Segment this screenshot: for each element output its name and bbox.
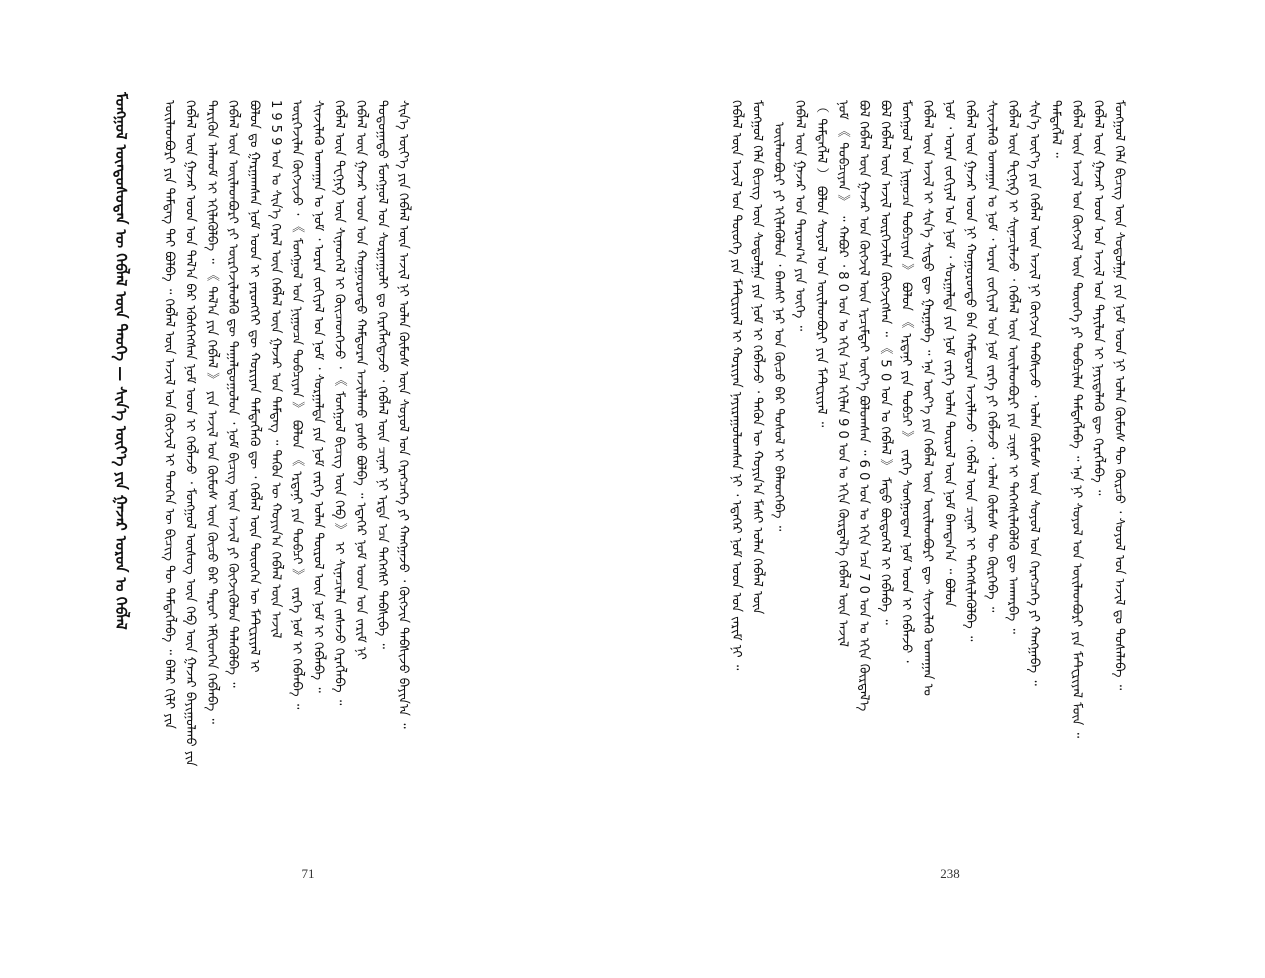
text-line: ᠪᠣᠯ ᠬᠡᠪᠯᠡᠯ ᠦᠨ ᠠᠵᠢᠯ ᠦᠷᠭᠡᠵᠢᠯᠡᠨ ᠬᠥᠭᠵᠢᠭᠰᠡᠨ ᠃ 《 5 0 ᠣᠨ ᠤ ᠬᠡᠪᠯᠡᠯ 》 ᠮᠡᠲᠦ ᠪᠦᠲᠦᠭᠡᠯ ᠢ ᠬᠡᠪᠯᠡᠪᠡ ᠃: [877, 100, 893, 625]
text-line: ᠮᠣᠩᠭᠣᠯ ᠬᠡᠯᠡ ᠪᠢᠴᠢᠭ ᠦᠨ ᠰᠤᠳᠤᠯᠭᠠ ᠶᠢᠨ ᠨᠣᠮ ᠢ ᠬᠡᠪᠯᠡᠵᠦ ᠂ ᠲᠡᠭᠦᠨ ᠦ ᠬᠣᠶᠢᠨ᠎ᠠ ᠮᠠᠰᠢ ᠣᠯᠠᠨ ᠬᠡᠪᠯᠡᠯ ᠦᠨ: [749, 100, 765, 615]
text-line: ᠨᠣᠮ 《 ᠲᠣᠪᠴᠢᠶᠠᠨ 》 ᠃ ᠬᠠᠪᠤᠷ ᠂ 8 0 ᠣᠨ ᠤ ᠡᠬᠢᠨ ᠡᠴᠡ ᠡᠬᠢᠯᠡᠨ 9 0 ᠣᠨ ᠤ ᠡᠬᠢᠨ ᠬᠦᠷᠲᠡᠯ᠎ᠡ ᠬᠡᠪᠯᠡᠯ ᠦᠨ ᠠᠵᠢᠯ: [834, 100, 850, 648]
text-line: ᠪᠣᠯ ᠬᠡᠪᠯᠡᠯ ᠦᠨ ᠭᠠᠵᠠᠷ ᠤᠨ ᠬᠥᠭᠵᠢᠯ ᠦᠨ ᠡᠷᠴᠢᠮᠲᠡᠢ ᠦᠶ᠎ᠡ ᠪᠣᠯᠤᠭᠰᠠᠨ ᠃ 6 0 ᠣᠨ ᠤ ᠡᠬᠢᠨ ᠡᠴᠡ 7 0 ᠣᠨ ᠤ ᠡᠬᠢᠨ ᠬᠦᠷᠲᠡᠯ᠎ᠡ: [856, 100, 872, 712]
text-line: ᠬᠡᠪᠯᠡᠯ ᠦᠨ ᠭᠠᠵᠠᠷ ᠤᠨ ᠳᠠᠷᠤᠭ᠎ᠠ ᠶᠢᠨ ᠦᠭᠡ ᠃: [792, 100, 808, 331]
page-number: 71: [301, 866, 315, 881]
right-body-text: [725, 100, 1167, 855]
text-line: ᠬᠡᠪᠯᠡᠯ ᠦᠨ ᠭᠠᠵᠠᠷ ᠤᠳ ᠤᠨ ᠬᠣᠭᠣᠷᠣᠨᠳᠤ ᠬᠠᠮᠲᠤᠷᠠᠨ ᠠᠵᠢᠯᠯᠠᠬᠤ ᠶᠣᠰᠣ ᠪᠣᠯᠪᠠ ᠃ ᠡᠳᠡᠭᠡᠷ ᠨᠣᠮ ᠤᠳ ᠤᠨ ᠵᠠᠷᠢᠮ ᠨᠢ: [352, 100, 368, 660]
text-line: ᠬᠡᠪᠯᠡᠯ ᠦᠨ ᠦᠢᠯᠡᠳᠪᠦᠷᠢ ᠶᠢ ᠦᠷᠭᠡᠵᠢᠯᠡᠦᠯᠬᠦ ᠳᠦ ᠳᠠᠭᠠᠯᠳᠤᠭᠤᠯᠤᠨ ᠂ ᠨᠣᠮ ᠪᠢᠴᠢᠭ ᠦᠨ ᠠᠵᠢᠯ ᠶᠢ ᠬᠥᠭᠵᠢᠭᠦᠯᠦᠨ ᠲᠡᠯᠡᠭᠦᠯᠪᠡ ᠃: [225, 100, 241, 688]
text-line: ᠦᠢᠯᠡᠳᠪᠦᠷᠢ ᠶᠢ ᠡᠬᠢᠯᠡᠭᠦᠯᠦᠨ ᠂ ᠪᠠᠭᠰᠢ ᠨᠠᠷ ᠤᠨ ᠬᠦᠴᠦ ᠪᠡᠷ ᠲᠣᠰᠣᠯ ᠢ ᠪᠡᠯᠡᠳᠬᠡᠪᠡ ᠃: [770, 122, 786, 532]
text-line: ᠲᠡᠮᠳᠡᠭᠯᠡᠯ ᠃: [1047, 100, 1063, 158]
text-line: ᠬᠡᠪᠯᠡᠯ ᠦᠨ ᠠᠵᠢᠯ ᠤᠨ ᠬᠥᠭᠵᠢᠯ ᠦᠨ ᠲᠦᠦᠬᠡ ᠶᠢ ᠲᠣᠪᠴᠢᠯᠠᠨ ᠲᠡᠮᠳᠡᠭᠯᠡᠪᠡ ᠃ ᠡᠨᠡ ᠨᠢ ᠰᠣᠶᠣᠯ ᠤᠨ ᠦᠢᠯᠡᠳᠪᠦᠷᠢ ᠶᠢᠨ ᠮᠠᠲᠧᠷᠢᠶᠠᠯ ᠮᠥᠨ ᠃: [1069, 100, 1085, 738]
text-line: ᠬᠡᠪᠯᠡᠯ ᠦᠨ ᠭᠠᠵᠠᠷ ᠤᠳ ᠤᠨ ᠲᠠᠯ᠎ᠠ ᠪᠡᠷ ᠡᠭᠦᠰᠬᠡᠭᠰᠡᠨ ᠨᠣᠮ ᠤᠳ ᠢ ᠬᠡᠪᠯᠡᠵᠦ ᠂ ᠮᠣᠩᠭᠣᠯ ᠦᠰᠦᠭ ᠦᠨ ᠬᠡᠪ ᠦᠨ ᠭᠠᠵᠠᠷ ᠪᠠᠶᠢᠭᠤᠯᠬᠤ ᠶᠢᠨ: [182, 100, 198, 767]
text-line: ᠬᠡᠪᠯᠡᠯ ᠦᠨ ᠲᠧᠬᠨᠢᠺ ᠢ ᠰᠢᠨᠡᠴᠢᠯᠡᠵᠦ ᠂ ᠬᠡᠪᠯᠡᠯ ᠦᠨ ᠦᠢᠯᠡᠳᠪᠦᠷᠢ ᠶᠢᠨ ᠴᠢᠨᠠᠷ ᠢ ᠳᠡᠭᠡᠭᠰᠢᠯᠡᠭᠦᠯᠬᠦ ᠳᠦ ᠠᠨᠬᠠᠷᠪᠠ ᠃: [1005, 100, 1021, 634]
text-line: ᠮᠣᠩᠭᠣᠯ ᠬᠡᠯᠡ ᠪᠢᠴᠢᠭ ᠦᠨ ᠰᠤᠳᠤᠯᠭᠠ ᠶᠢᠨ ᠨᠣᠮ ᠤᠳ ᠨᠢ ᠣᠯᠠᠨ ᠬᠦᠮᠦᠰ ᠲᠦ ᠬᠦᠷᠴᠦ ᠂ ᠰᠣᠶᠣᠯ ᠤᠨ ᠠᠵᠢᠯ ᠳᠤ ᠲᠤᠰᠠᠯᠠᠪᠠ ᠃: [1111, 100, 1127, 691]
text-line: ᠬᠡᠪᠯᠡᠯ ᠦᠨ ᠲᠧᠬᠨᠢᠺ ᠦᠨ ᠰᠢᠨᠡᠳᠭᠡᠯ ᠢ ᠭᠦᠢᠴᠡᠳᠬᠡᠵᠦ ᠂ 《 ᠮᠣᠩᠭᠣᠯ ᠪᠢᠴᠢᠭ ᠦᠨ ᠬᠡᠪ 》 ᠢ ᠰᠢᠨᠡᠴᠢᠯᠡᠨ ᠵᠠᠰᠠᠵᠤ ᠬᠡᠷᠡᠭᠯᠡᠪᠡ ᠃: [331, 100, 347, 706]
left-body-text: [158, 100, 558, 855]
right-page: [632, 0, 1265, 978]
text-line: 1 9 5 9 ᠣᠨ ᠤ ᠰᠢᠨ᠎ᠡ ᠭᠡᠷᠡᠯ ᠦᠨ ᠬᠡᠪᠯᠡᠯ ᠦᠨ ᠭᠠᠵᠠᠷ ᠤᠨ ᠲᠡᠮᠳᠡᠭ ᠃ ᠲᠡᠭᠦᠨ ᠦ ᠬᠣᠶᠢᠨ᠎ᠠ ᠬᠡᠪᠯᠡᠯ ᠦᠨ ᠠᠵᠢᠯ: [267, 100, 283, 639]
text-line: ᠨᠣᠮ ᠂ ᠤᠷᠠᠨ ᠵᠣᠬᠢᠶᠠᠯ ᠤᠨ ᠨᠣᠮ ᠂ ᠰᠤᠷᠭᠠᠯᠲᠠ ᠶᠢᠨ ᠨᠣᠮ ᠵᠡᠷᠭᠡ ᠣᠯᠠᠨ ᠲᠦᠷᠦᠯ ᠦᠨ ᠨᠣᠮ ᠪᠠᠭᠲᠠᠨ᠎ᠠ ᠃ ᠪᠣᠯᠣᠨ: [941, 100, 957, 608]
text-line: ᠰᠢᠨ᠎ᠡ ᠦᠶ᠎ᠡ ᠶᠢᠨ ᠬᠡᠪᠯᠡᠯ ᠦᠨ ᠠᠵᠢᠯ ᠨᠢ ᠬᠥᠭᠵᠢᠨ ᠳᠡᠪᠰᠢᠵᠦ ᠂ ᠣᠯᠠᠨ ᠬᠦᠮᠦᠰ ᠦᠨ ᠰᠣᠶᠣᠯ ᠤᠨ ᠬᠡᠷᠡᠭᠴᠡᠭᠡ ᠶᠢ ᠬᠠᠩᠭᠠᠪᠠ ᠃: [1026, 100, 1042, 686]
text-line: ᠰᠢᠨᠵᠢᠯᠡᠬᠦ ᠤᠬᠠᠭᠠᠨ ᠤ ᠨᠣᠮ ᠂ ᠤᠷᠠᠨ ᠵᠣᠬᠢᠶᠠᠯ ᠤᠨ ᠨᠣᠮ ᠂ ᠰᠤᠷᠭᠠᠯᠲᠠ ᠶᠢᠨ ᠨᠣᠮ ᠵᠡᠷᠭᠡ ᠤᠯᠠᠨ ᠲᠦᠷᠦᠯ ᠦᠨ ᠨᠣᠮ ᠢ ᠬᠡᠪᠯᠡᠪᠡ ᠃: [310, 100, 326, 693]
text-line: ᠰᠢᠨᠵᠢᠯᠡᠬᠦ ᠤᠬᠠᠭᠠᠨ ᠤ ᠨᠣᠮ ᠂ ᠤᠷᠠᠨ ᠵᠣᠬᠢᠶᠠᠯ ᠤᠨ ᠨᠣᠮ ᠵᠡᠷᠭᠡ ᠶᠢ ᠬᠡᠪᠯᠡᠵᠦ ᠂ ᠣᠯᠠᠨ ᠬᠦᠮᠦᠰ ᠲᠦ ᠬᠦᠷᠭᠡᠪᠡ ᠃: [983, 100, 999, 613]
text-line: ᠬᠡᠪᠯᠡᠯ ᠦᠨ ᠠᠵᠢᠯ ᠤᠨ ᠲᠦᠦᠬᠡ ᠶᠢᠨ ᠮᠠᠲᠧᠷᠢᠶᠠᠯ ᠢ ᠬᠤᠷᠢᠶᠠᠨ ᠨᠠᠶᠢᠷᠠᠭᠤᠯᠤᠭᠰᠠᠨ ᠨᠢ ᠂ ᠡᠳᠡᠭᠡᠷ ᠨᠣᠮ ᠤᠳ ᠤᠨ ᠵᠠᠷᠢᠮ ᠨᠢ ᠃: [728, 100, 744, 671]
text-line: ᠬᠡᠪᠯᠡᠯ ᠦᠨ ᠭᠠᠵᠠᠷ ᠤᠳ ᠤᠨ ᠠᠵᠢᠯ ᠤᠨ ᠲᠠᠶᠢᠯᠤᠨ ᠢ ᠨᠡᠶᠢᠲᠡᠯᠡᠬᠦ ᠳᠦ ᠬᠡᠷᠡᠭᠯᠡᠪᠡ ᠃: [1090, 100, 1106, 496]
text-line: ᠦᠷᠭᠡᠵᠢᠯᠡᠨ ᠬᠥᠭᠵᠢᠵᠦ ᠂ 《 ᠮᠣᠩᠭᠣᠯ ᠤᠨ ᠨᠢᠭᠤᠴᠠ ᠲᠣᠪᠴᠢᠶᠠᠨ 》 ᠪᠣᠯᠣᠨ 《 ᠡᠷᠳᠡᠨᠢ ᠶᠢᠨ ᠲᠣᠪᠴᠢ 》 ᠵᠡᠷᠭᠡ ᠨᠣᠮ ᠢ ᠬᠡᠪᠯᠡᠪᠡ ᠃: [289, 100, 305, 710]
page-number: 238: [940, 866, 960, 881]
text-line: ᠦᠢᠯᠡᠳᠪᠦᠷᠢ ᠶᠢᠨ ᠲᠡᠮᠳᠡᠭ ᠲᠡᠢ ᠪᠣᠯᠪᠠ ᠃ ᠬᠡᠪᠯᠡᠯ ᠦᠨ ᠠᠵᠢᠯ ᠤᠨ ᠬᠥᠭᠵᠢᠯ ᠢ ᠲᠡᠤᠬᠡᠨ ᠦ ᠪᠢᠴᠢᠭ ᠲᠦ ᠲᠡᠮᠳᠡᠭᠯᠡᠪᠡ ᠃ ᠪᠠᠯᠠᠷ ᠬᠢᠯᠢ ᠶᠢᠨ: [161, 100, 177, 729]
left-page: [0, 0, 632, 978]
text-line: ᠬᠡᠪᠯᠡᠯ ᠦᠨ ᠠᠵᠢᠯ ᠢ ᠰᠢᠨ᠎ᠡ ᠰᠢᠲᠦ ᠳᠦ ᠭᠠᠷᠭᠠᠪᠠ ᠃ ᠡᠨᠡ ᠦᠶ᠎ᠡ ᠶᠢᠨ ᠬᠡᠪᠯᠡᠯ ᠦᠨ ᠦᠢᠯᠡᠳᠪᠦᠷᠢ ᠳᠦ ᠰᠢᠨᠵᠢᠯᠡᠬᠦ ᠤᠬᠠᠭᠠᠨ ᠤ: [919, 100, 935, 696]
text-line: （ ᠲᠡᠮᠳᠡᠭᠯᠡᠯ ） ᠪᠣᠯᠣᠨ ᠰᠣᠶᠣᠯ ᠤᠨ ᠦᠢᠯᠡᠳᠪᠦᠷᠢ ᠶᠢᠨ ᠮᠠᠲᠧᠷᠢᠶᠠᠯ ᠃: [813, 100, 829, 428]
text-line: ᠲᠡᠷᠢᠭᠦᠨ ᠠᠯᠬᠤᠮ ᠢ ᠡᠬᠢᠯᠡᠭᠦᠯᠪᠡ ᠃ 《 ᠲᠠᠯ᠎ᠠ ᠶᠢᠨ ᠬᠡᠪᠯᠡᠯ 》 ᠶᠢᠨ ᠠᠵᠢᠯ ᠤᠨ ᠬᠦᠮᠦᠰ ᠦᠨ ᠬᠦᠴᠦ ᠪᠡᠷ ᠳᠠᠷᠤᠢ ᠡᠮᠬᠢᠳᠬᠡᠨ ᠬᠡᠪᠯᠡᠪᠡ ᠃: [203, 100, 219, 724]
text-line: ᠰᠢᠨ᠎ᠡ ᠦᠶ᠎ᠡ ᠶᠢᠨ ᠬᠡᠪᠯᠡᠯ ᠦᠨ ᠠᠵᠢᠯ ᠨᠢ ᠣᠯᠠᠨ ᠬᠦᠮᠦᠰ ᠦᠨ ᠰᠣᠶᠣᠯ ᠤᠨ ᠬᠡᠷᠡᠭᠴᠡᠭᠡ ᠶᠢ ᠬᠠᠩᠭᠠᠵᠤ ᠂ ᠬᠥᠭᠵᠢᠨ ᠳᠡᠪᠰᠢᠵᠦ ᠪᠠᠶᠢᠨ᠎ᠠ ᠃: [395, 100, 411, 729]
text-line: ᠬᠡᠪᠯᠡᠯ ᠦᠨ ᠭᠠᠵᠠᠷ ᠤᠳ ᠨᠢ ᠬᠣᠭᠣᠷᠣᠨᠳᠤ ᠪᠡᠨ ᠬᠠᠮᠲᠤᠷᠠᠨ ᠠᠵᠢᠯᠯᠠᠵᠤ ᠂ ᠬᠡᠪᠯᠡᠯ ᠦᠨ ᠴᠢᠨᠠᠷ ᠢ ᠳᠡᠭᠡᠭᠰᠢᠯᠡᠭᠦᠯᠪᠡ ᠃: [962, 100, 978, 642]
text-line: ᠮᠣᠩᠭᠣᠯ ᠤᠨ ᠨᠢᠭᠤᠴᠠ ᠲᠣᠪᠴᠢᠶᠠᠨ 》 ᠪᠣᠯᠣᠨ 《 ᠡᠷᠳᠡᠨᠢ ᠶᠢᠨ ᠲᠣᠪᠴᠢ 》 ᠵᠡᠷᠭᠡ ᠰᠣᠩᠭᠣᠳᠠᠭ ᠨᠣᠮ ᠤᠳ ᠢ ᠬᠡᠪᠯᠡᠵᠦ ᠂: [898, 100, 914, 663]
text-line: ᠪᠤᠯᠤᠨ ᠳᠤ ᠭᠠᠷᠭᠠᠭᠰᠠᠨ ᠨᠣᠮ ᠤᠳ ᠢ ᠶᠡᠷᠦᠩᠬᠡᠢ ᠳᠦ ᠬᠤᠷᠢᠶᠠᠨ ᠲᠡᠮᠳᠡᠭᠯᠡᠬᠦ ᠳᠦ ᠂ ᠬᠡᠪᠯᠡᠯ ᠦᠨ ᠲᠦᠦᠬᠡᠨ ᠦ ᠮᠠᠲᠧᠷᠢᠶᠠᠯ ᠢ: [246, 100, 262, 673]
text-line: ᠳᠣᠲᠣᠭᠠᠳᠤ ᠮᠣᠩᠭᠣᠯ ᠤᠨ ᠰᠤᠷᠭᠠᠭᠤᠯᠢ ᠳᠤ ᠬᠡᠷᠡᠭᠯᠡᠭᠳᠡᠵᠦ ᠂ ᠬᠡᠪᠯᠡᠯ ᠦᠨ ᠴᠢᠨᠠᠷ ᠨᠢ ᠡᠷᠲᠡ ᠡᠴᠡ ᠳᠡᠭᠡᠭᠰᠢ ᠳᠡᠪᠰᠢᠪᠡ ᠃: [374, 100, 390, 649]
running-head: ᠮᠣᠩᠭᠣᠯ ᠦᠨᠳᠦᠰᠦᠲᠡᠨ ᠦ ᠬᠡᠪᠯᠡᠯ ᠦᠨ ᠲᠡᠤᠬᠡ — ᠰᠢᠨ᠎ᠡ ᠦᠶ᠎ᠡ ᠶᠢᠨ ᠭᠠᠵᠠᠷ ᠣᠷᠣᠨ ᠤ ᠬᠡᠪᠯᠡᠯ: [112, 92, 130, 630]
